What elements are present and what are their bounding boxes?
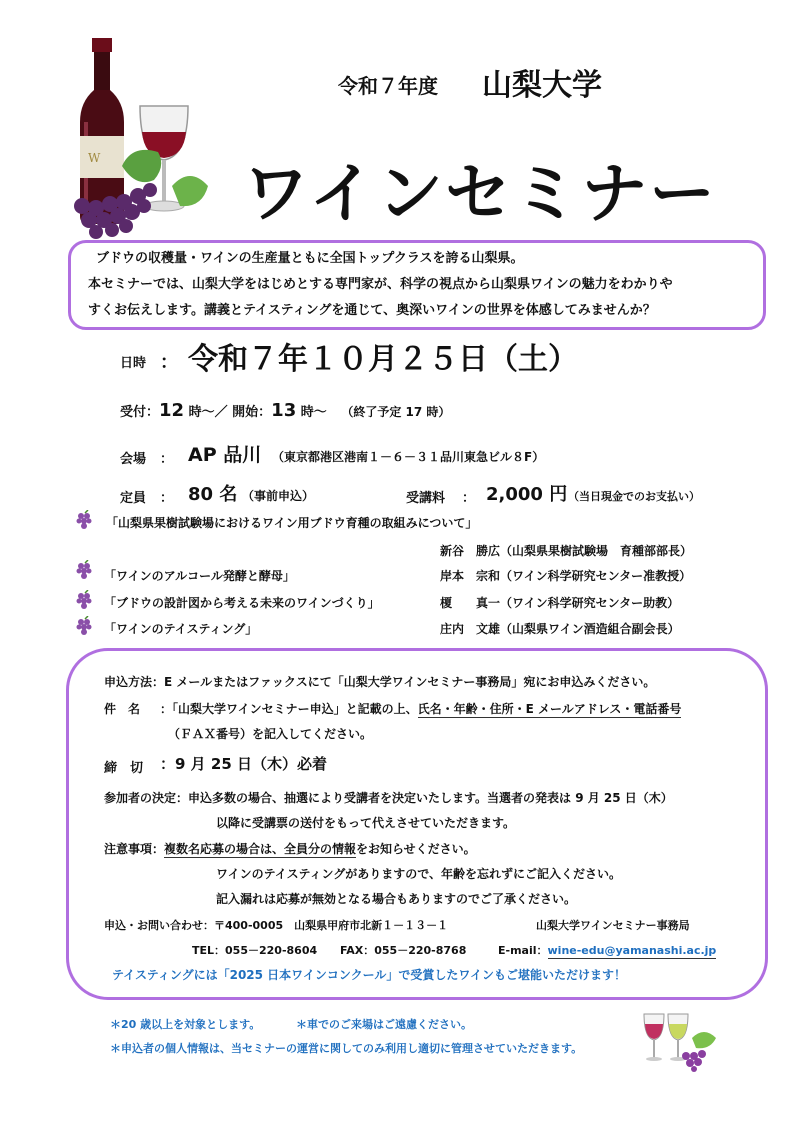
footer-note-age: ＊20 歳以上を対象とします。 xyxy=(110,1018,261,1031)
header-university: 山梨大学 xyxy=(482,68,602,103)
decision-line-1: 参加者の決定：申込多数の場合、抽選により受講者を決定いたします。当選者の発表は 9 月 25 日（木） xyxy=(104,791,673,805)
start-value: 13 xyxy=(271,400,297,421)
lecture-1-speaker: 新谷 勝広（山梨県果樹試験場 育種部部長） xyxy=(440,544,693,558)
venue-name: AP 品川 xyxy=(188,444,262,466)
contact-address: 申込・お問い合わせ：〒400-0005 山梨県甲府市北新１－１３－１ xyxy=(104,919,449,932)
notes-label: 注意事項： xyxy=(104,842,165,856)
wine-glasses-icon xyxy=(634,1008,718,1072)
fee-note: （当日現金でのお支払い） xyxy=(568,490,700,503)
grape-icon xyxy=(76,590,94,610)
date-value: 令和７年１０月２５日（土） xyxy=(188,342,578,377)
lecture-2-title: 「ワインのアルコール発酵と酵母」 xyxy=(104,569,295,583)
end-note: （終了予定 17 時） xyxy=(341,405,451,419)
lecture-3-title: 「ブドウの設計図から考える未来のワインづくり」 xyxy=(104,596,380,610)
grape-icon xyxy=(76,616,94,636)
contact-office: 山梨大学ワインセミナー事務局 xyxy=(536,919,690,932)
email-link[interactable]: wine-edu@yamanashi.ac.jp xyxy=(547,944,717,957)
lecture-4-speaker: 庄内 文雄（山梨県ワイン酒造組合副会長） xyxy=(440,622,680,636)
notes-underlined: 複数名応募の場合は、全員分の情報 xyxy=(164,842,357,856)
deadline-label: 締 切 xyxy=(104,761,144,776)
email-row xyxy=(498,942,716,958)
subject-line-1 xyxy=(160,700,681,717)
svg-text:W: W xyxy=(88,151,101,165)
grape-icon xyxy=(76,560,94,580)
venue-address: （東京都港区港南１－６－３１品川東急ビル８F） xyxy=(272,450,545,464)
time-row xyxy=(120,400,450,421)
reception-value: 12 xyxy=(159,400,185,421)
capacity-colon: ： xyxy=(160,491,174,506)
wine-illustration xyxy=(62,36,217,241)
venue-colon: ： xyxy=(160,452,174,467)
date-label: 日時 xyxy=(120,356,147,371)
notes-line-3: 記入漏れは応募が無効となる場合もありますのでご了承ください。 xyxy=(216,892,577,906)
fee-label: 受講料 xyxy=(406,491,446,506)
notes-line-1 xyxy=(104,840,476,857)
subject-line-2: （ＦＡＸ番号）を記入してください。 xyxy=(168,727,373,741)
venue-label: 会場 xyxy=(120,452,147,467)
notes-rest: をお知らせください。 xyxy=(356,842,476,856)
application-method: 申込方法：E メールまたはファックスにて「山梨大学ワインセミナー事務局」宛にお申込みください。 xyxy=(104,675,656,689)
capacity-note: （事前申込） xyxy=(242,489,315,503)
subject-required-fields: 氏名・年齢・住所・E メールアドレス・電話番号 xyxy=(417,702,682,716)
reception-suffix: 時～／ xyxy=(188,405,228,420)
footer-note-privacy: ＊申込者の個人情報は、当セミナーの運営に関してのみ利用し適切に管理させていただきます。 xyxy=(110,1042,583,1055)
wine-bottle-icon xyxy=(80,38,124,224)
capacity-value: 80 名 xyxy=(188,484,238,505)
decision-line-2: 以降に受講票の送付をもって代えさせていただきます。 xyxy=(216,816,516,830)
grape-icon xyxy=(76,510,94,530)
footer-note-car: ＊車でのご来場はご遠慮ください。 xyxy=(296,1018,472,1031)
lecture-3-speaker: 榎 真一（ワイン科学研究センター助教） xyxy=(440,596,680,610)
start-label: 開始： xyxy=(232,405,272,420)
capacity-label: 定員 xyxy=(120,491,147,506)
tel: TEL：055－220-8604 xyxy=(192,944,318,957)
reception-label: 受付： xyxy=(120,405,160,420)
tasting-note: テイスティングには「2025 日本ワインコンクール」で受賞したワインもご堪能いただけます！ xyxy=(112,968,626,982)
start-suffix: 時～ xyxy=(300,405,327,420)
fee-colon: ： xyxy=(462,491,476,506)
date-colon: ： xyxy=(160,352,178,373)
notes-line-2: ワインのテイスティングがありますので、年齢を忘れずにご記入ください。 xyxy=(216,867,622,881)
lecture-1-title: 「山梨県果樹試験場におけるワイン用ブドウ育種の取組みについて」 xyxy=(106,516,478,530)
fee-value: 2,000 円 xyxy=(486,484,568,505)
subject-label: 件 名 xyxy=(104,702,141,716)
intro-line-2: 本セミナーでは、山梨大学をはじめとする専門家が、科学の視点から山梨県ワインの魅力をわかりや xyxy=(88,277,673,292)
lecture-4-title: 「ワインのテイスティング」 xyxy=(104,622,258,636)
header-year: 令和７年度 xyxy=(338,74,438,98)
intro-line-1: ブドウの収穫量・ワインの生産量ともに全国トップクラスを誇る山梨県。 xyxy=(96,251,524,266)
fax: FAX：055－220-8768 xyxy=(340,944,467,957)
subject-pre: ：「山梨大学ワインセミナー申込」と記載の上、 xyxy=(160,702,418,716)
intro-line-3: すくお伝えします。講義とテイスティングを通じて、奥深いワインの世界を体感してみませんか？ xyxy=(88,303,656,318)
deadline-value: ：9 月 25 日（木）必着 xyxy=(160,755,327,773)
page-title: ワインセミナー xyxy=(243,155,718,232)
email-label: E-mail： xyxy=(498,944,548,957)
lecture-2-speaker: 岸本 宗和（ワイン科学研究センター准教授） xyxy=(440,569,692,583)
